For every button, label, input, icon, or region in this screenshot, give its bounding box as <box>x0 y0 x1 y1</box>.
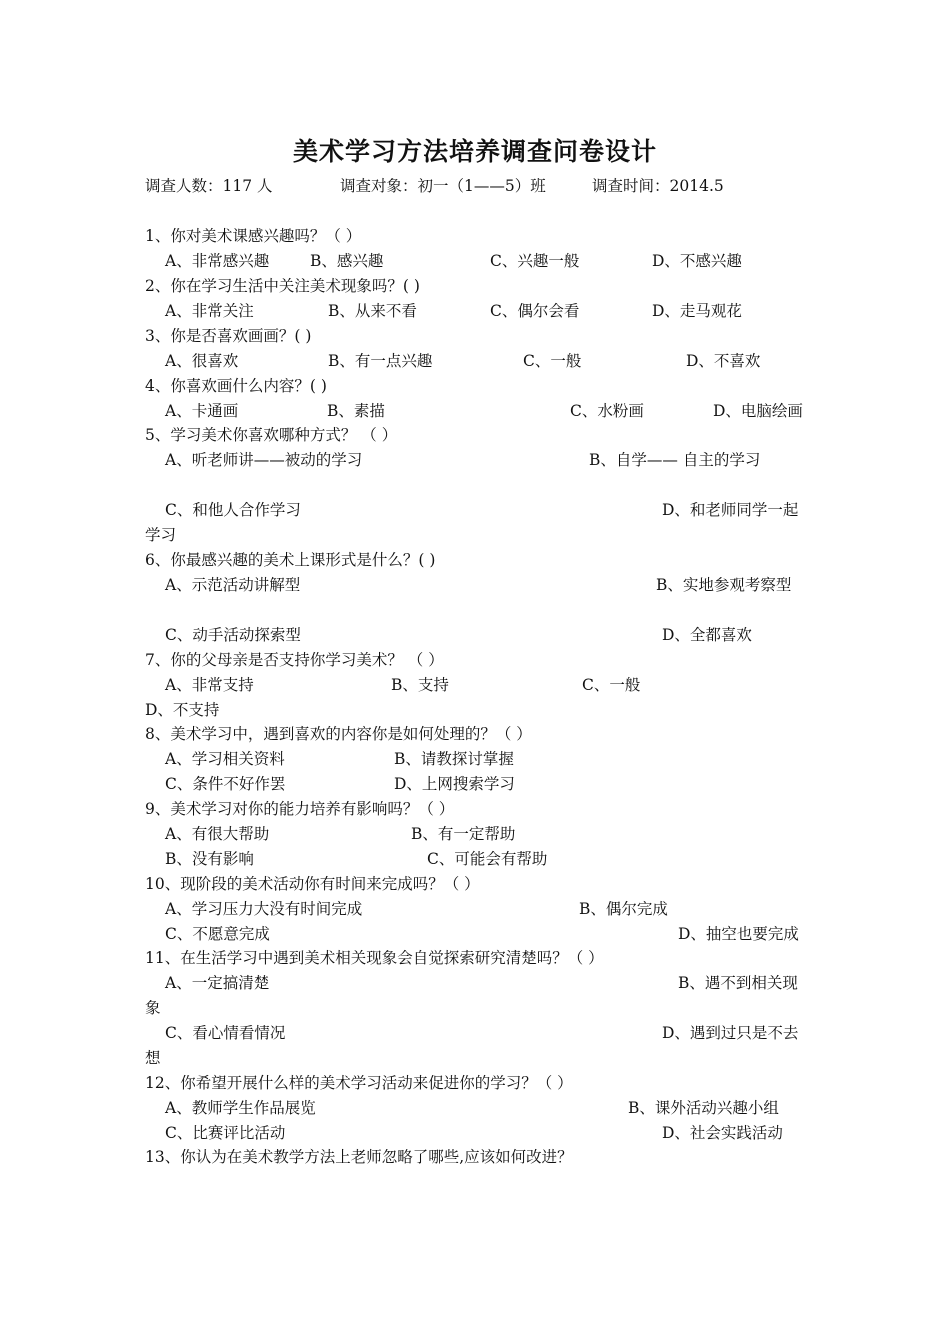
q2-option-a: A、非常关注 <box>165 302 254 320</box>
q3-option-a: A、很喜欢 <box>165 352 239 370</box>
q10-option-c: C、不愿意完成 <box>165 925 270 943</box>
q9-option-d: C、可能会有帮助 <box>427 850 548 868</box>
q2-option-b: B、从来不看 <box>328 302 417 320</box>
survey-time: 调查时间：2014.5 <box>592 177 724 195</box>
q5-option-a: A、听老师讲——被动的学习 <box>165 451 363 469</box>
question-5: 5、学习美术你喜欢哪种方式？ （ ） <box>145 426 398 444</box>
q9-option-c: B、没有影响 <box>165 850 254 868</box>
q5-option-d-continued: 学习 <box>145 526 177 544</box>
q12-option-b: B、课外活动兴趣小组 <box>628 1099 779 1117</box>
question-10: 10、现阶段的美术活动你有时间来完成吗？（ ） <box>145 875 480 893</box>
page-title: 美术学习方法培养调查问卷设计 <box>292 137 657 166</box>
q6-option-c: C、动手活动探索型 <box>165 626 301 644</box>
q7-option-d: D、不支持 <box>145 701 220 719</box>
question-2: 2、你在学习生活中关注美术现象吗？( ) <box>145 277 420 295</box>
q9-option-b: B、有一定帮助 <box>411 825 516 843</box>
q6-option-b: B、实地参观考察型 <box>656 576 792 594</box>
q12-option-c: C、比赛评比活动 <box>165 1124 286 1142</box>
q9-option-a: A、有很大帮助 <box>165 825 270 843</box>
question-6: 6、你最感兴趣的美术上课形式是什么？( ) <box>145 551 436 569</box>
q6-option-d: D、全都喜欢 <box>662 626 752 644</box>
question-4: 4、你喜欢画什么内容？( ) <box>145 377 327 395</box>
q11-option-a: A、一定搞清楚 <box>165 974 270 992</box>
q7-option-c: C、一般 <box>582 676 641 694</box>
q11-option-b-continued: 象 <box>145 999 161 1017</box>
survey-target: 调查对象：初一（1——5）班 <box>340 177 546 195</box>
q4-option-a: A、卡通画 <box>165 402 239 420</box>
question-9: 9、美术学习对你的能力培养有影响吗？（ ） <box>145 800 455 818</box>
survey-count: 调查人数：117 人 <box>145 177 273 195</box>
q1-option-d: D、不感兴趣 <box>652 252 742 270</box>
q10-option-a: A、学习压力大没有时间完成 <box>165 900 363 918</box>
question-13: 13、你认为在美术教学方法上老师忽略了哪些,应该如何改进？ <box>145 1148 573 1166</box>
q11-option-d-continued: 想 <box>145 1049 161 1067</box>
q1-option-b: B、感兴趣 <box>310 252 384 270</box>
q5-option-c: C、和他人合作学习 <box>165 501 301 519</box>
q10-option-b: B、偶尔完成 <box>579 900 668 918</box>
q5-option-d: D、和老师同学一起 <box>662 501 799 519</box>
question-11: 11、在生活学习中遇到美术相关现象会自觉探索研究清楚吗？（ ） <box>145 949 604 967</box>
q6-option-a: A、示范活动讲解型 <box>165 576 301 594</box>
q7-option-b: B、支持 <box>391 676 449 694</box>
question-12: 12、你希望开展什么样的美术学习活动来促进你的学习？（ ） <box>145 1074 573 1092</box>
question-7: 7、你的父母亲是否支持你学习美术？ （ ） <box>145 651 444 669</box>
q11-option-c: C、看心情看情况 <box>165 1024 286 1042</box>
q4-option-c: C、水粉画 <box>570 402 644 420</box>
q8-option-c: C、条件不好作罢 <box>165 775 286 793</box>
q1-option-a: A、非常感兴趣 <box>165 252 270 270</box>
question-8: 8、美术学习中，遇到喜欢的内容你是如何处理的？（ ） <box>145 725 532 743</box>
q7-option-a: A、非常支持 <box>165 676 254 694</box>
q2-option-c: C、偶尔会看 <box>490 302 580 320</box>
q4-option-b: B、素描 <box>327 402 385 420</box>
q8-option-b: B、请教探讨掌握 <box>394 750 514 768</box>
q11-option-b: B、遇不到相关现 <box>678 974 798 992</box>
q4-option-d: D、电脑绘画 <box>713 402 803 420</box>
q1-option-c: C、兴趣一般 <box>490 252 580 270</box>
q12-option-a: A、教师学生作品展览 <box>165 1099 316 1117</box>
question-1: 1、你对美术课感兴趣吗？（ ） <box>145 227 362 245</box>
q10-option-d: D、抽空也要完成 <box>678 925 799 943</box>
q11-option-d: D、遇到过只是不去 <box>662 1024 799 1042</box>
question-3: 3、你是否喜欢画画？( ) <box>145 327 312 345</box>
q3-option-b: B、有一点兴趣 <box>328 352 433 370</box>
q8-option-d: D、上网搜索学习 <box>394 775 515 793</box>
q8-option-a: A、学习相关资料 <box>165 750 285 768</box>
q3-option-d: D、不喜欢 <box>686 352 761 370</box>
q12-option-d: D、社会实践活动 <box>662 1124 783 1142</box>
q5-option-b: B、自学—— 自主的学习 <box>589 451 761 469</box>
q2-option-d: D、走马观花 <box>652 302 742 320</box>
q3-option-c: C、一般 <box>523 352 582 370</box>
